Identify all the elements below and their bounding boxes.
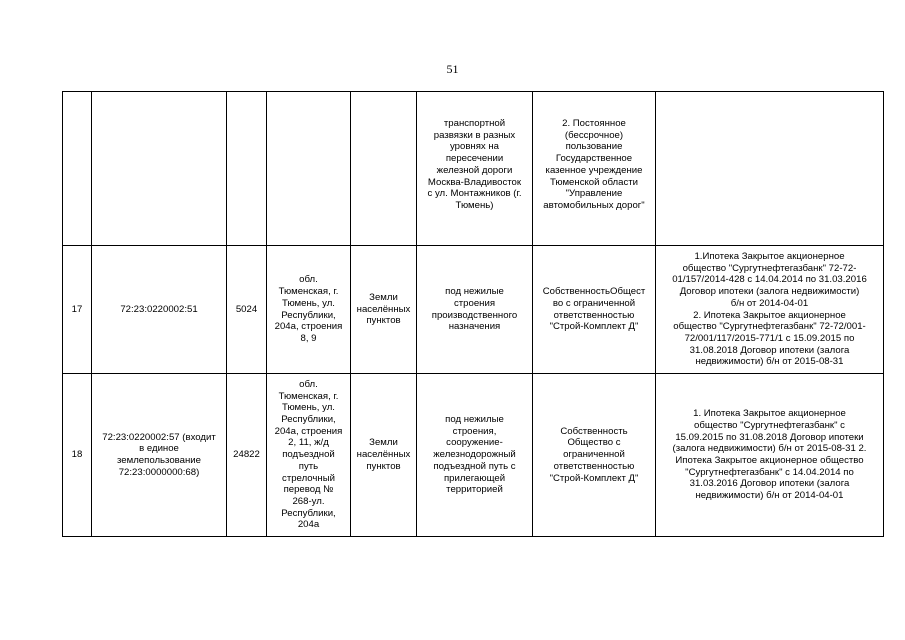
permitted-use-cell: под нежилые строения, сооружение- железнодорожный подъездной путь с прилегающей территорией: [417, 374, 533, 537]
permitted-use-cell: транспортной развязки в разных уровнях на пересечении железной дороги Москва-Владивосток с ул. Монтажников (г. Тюмень): [417, 92, 533, 246]
cadastral-number-cell: [92, 92, 227, 246]
address-cell: [267, 92, 351, 246]
encumbrance-cell: 1.Ипотека Закрытое акционерное общество "Сургутнефтегазбанк" 72-72- 01/157/2014-428 с 14.04.2014 по 31.03.2016 Договор ипотеки (залога недвижимости) б/н от 2014-04-01 2. Ипотека Закрытое акционерное общество "Сургутнефтегазбанк" 72-72/001- 72/001/117/2015-771/1 с 15.09.2015 по 31.08.2018 Договор ипотеки (залога недвижимости) б/н от 2015-08-31: [656, 246, 884, 374]
row-number-cell: 18: [63, 374, 92, 537]
land-category-cell: Земли населённых пунктов: [351, 246, 417, 374]
table-row: [63, 246, 884, 374]
cadastral-number-cell: 72:23:0220002:51: [92, 246, 227, 374]
land-category-cell: [351, 92, 417, 246]
table-row: [63, 92, 884, 246]
right-holder-cell: Собственность Общество с ограниченной ответственностью "Строй-Комплект Д": [533, 374, 656, 537]
right-holder-cell: 2. Постоянное (бессрочное) пользование Государственное казенное учреждение Тюменской области "Управление автомобильных дорог": [533, 92, 656, 246]
table-row: [63, 374, 884, 537]
address-cell: обл. Тюменская, г. Тюмень, ул. Республики, 204а, строения 2, 11, ж/д подъездной путь стрелочный перевод № 268-ул. Республики, 204а: [267, 374, 351, 537]
encumbrance-cell: 1. Ипотека Закрытое акционерное общество "Сургутнефтегазбанк" с 15.09.2015 по 31.08.2018 Договор ипотеки (залога недвижимости) б/н от 2015-08-31 2. Ипотека Закрытое акционерное общество "Сургутнефтегазбанк" с 14.04.2014 по 31.03.2016 Договор ипотеки (залога недвижимости) б/н от 2014-04-01: [656, 374, 884, 537]
row-number-cell: [63, 92, 92, 246]
page-number: 51: [446, 62, 459, 76]
encumbrance-cell: [656, 92, 884, 246]
area-cell: 5024: [227, 246, 267, 374]
row-number-cell: 17: [63, 246, 92, 374]
area-cell: 24822: [227, 374, 267, 537]
address-cell: обл. Тюменская, г. Тюмень, ул. Республики, 204а, строения 8, 9: [267, 246, 351, 374]
permitted-use-cell: под нежилые строения производственного назначения: [417, 246, 533, 374]
land-plots-table: [62, 91, 884, 537]
area-cell: [227, 92, 267, 246]
right-holder-cell: СобственностьОбщест во с ограниченной ответственностью "Строй-Комплект Д": [533, 246, 656, 374]
cadastral-number-cell: 72:23:0220002:57 (входит в единое землепользование 72:23:0000000:68): [92, 374, 227, 537]
land-category-cell: Земли населённых пунктов: [351, 374, 417, 537]
